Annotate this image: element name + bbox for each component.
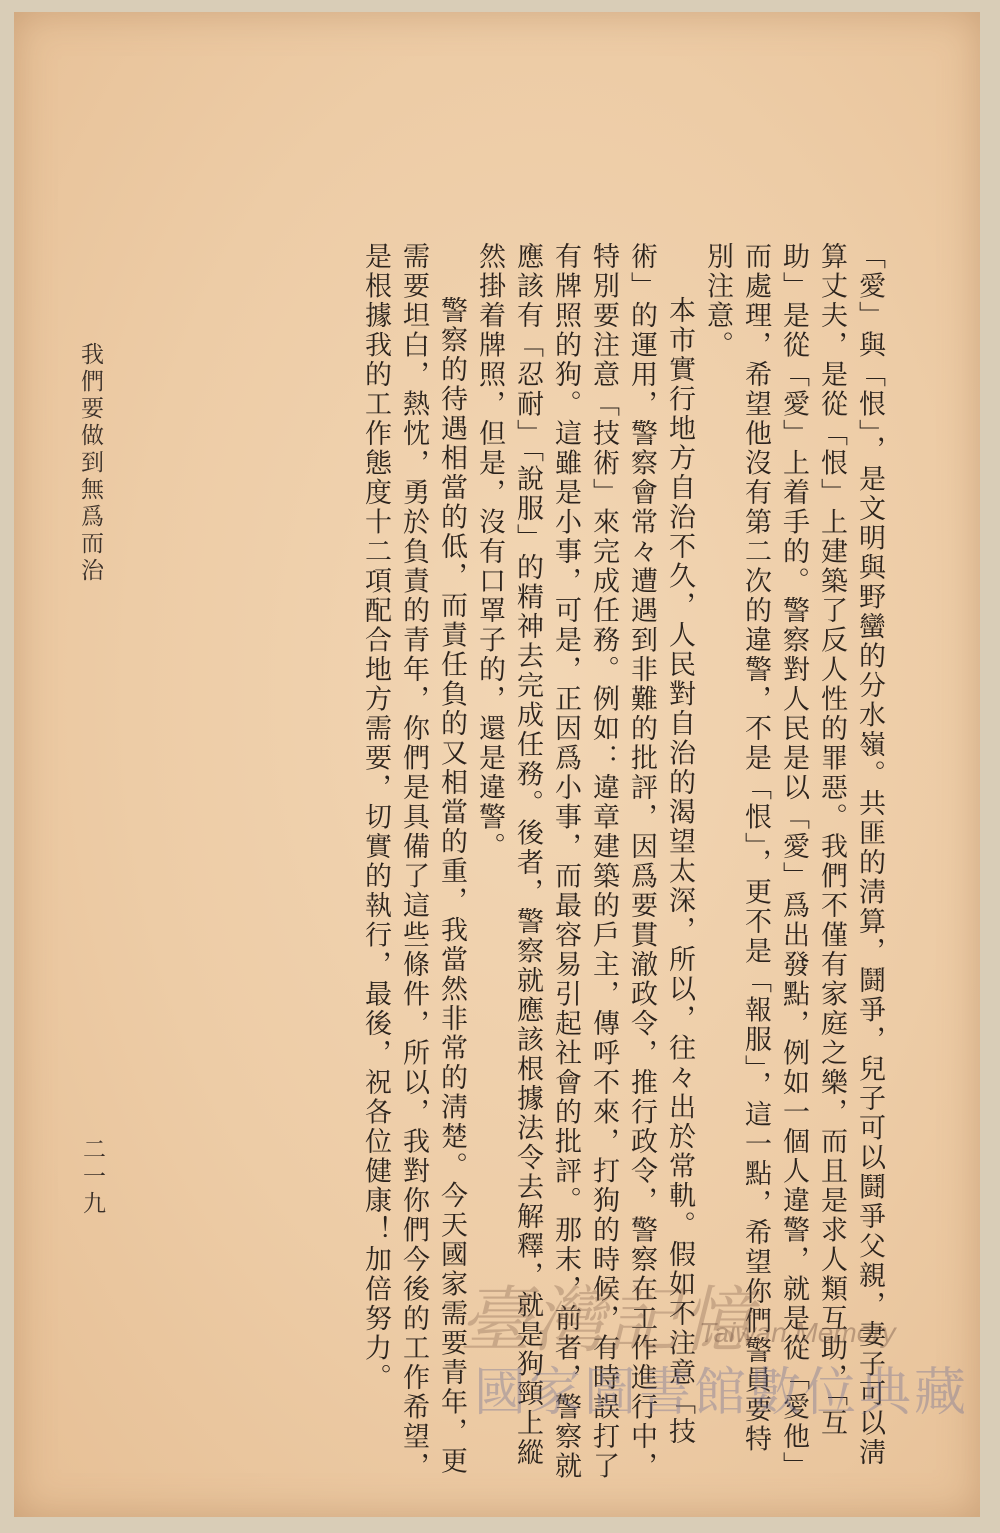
watermark-script: 臺灣記憶 — [459, 1278, 756, 1362]
paragraph-1: 「愛」與「恨」，是文明與野蠻的分水嶺。共匪的淸算，鬪爭，兒子可以鬪爭父親，妻子可以淸算丈夫，是從「恨」上建築了反人性的罪惡。我們不僅有家庭之樂，而且是求人類互助，「互助」是從「愛」上着手的。警察對人民是以「愛」爲出發點，例如一個人違警，就是從「愛他」而處理，希望他沒有第二次的違警，不是「恨」，更不是「報服」，這一點，希望你們警員要特別注意。 — [702, 242, 885, 1481]
paragraph-2: 本市實行地方自治不久，人民對自治的渴望太深，所以，往々出於常軌。假如不注意「技術」的運用，警察會常々遭遇到非難的批評，因爲要貫澈政令，推行政令，警察在工作進行中，特別要注意「技術」來完成任務。例如：違章建築的戶主，傳呼不來，打狗的時候，有時誤打了有牌照的狗。這雖是小事，可是，正因爲小事，而最容易引起社會的批評。那末，前者，警察就應該有「忍耐」「說服」的精神去完成任務。後者，警察就應該根據法令去解釋，就是狗頸上縱然掛着牌照，但是，沒有口罩子的，還是違警。 — [474, 242, 695, 1481]
paragraph-3: 警察的待遇相當的低，而責任負的又相當的重，我當然非常的淸楚。今天國家需要青年，更需要坦白，熱忱，勇於負責的青年，你們是具備了這些條件，所以，我對你們今後的工作希望，是根據我的工作態度十二項配合地方需要，切實的執行，最後，祝各位健康！加倍努力。 — [360, 242, 467, 1481]
book-page — [14, 12, 980, 1517]
page-number: 二一九 — [79, 1137, 105, 1218]
body-text — [356, 242, 888, 1482]
running-title: 我們要做到無爲而治 — [77, 342, 103, 585]
watermark-org: 國家圖書館數位典藏 — [474, 1363, 970, 1423]
watermark-latin: Taiwan Memory — [699, 1317, 896, 1348]
